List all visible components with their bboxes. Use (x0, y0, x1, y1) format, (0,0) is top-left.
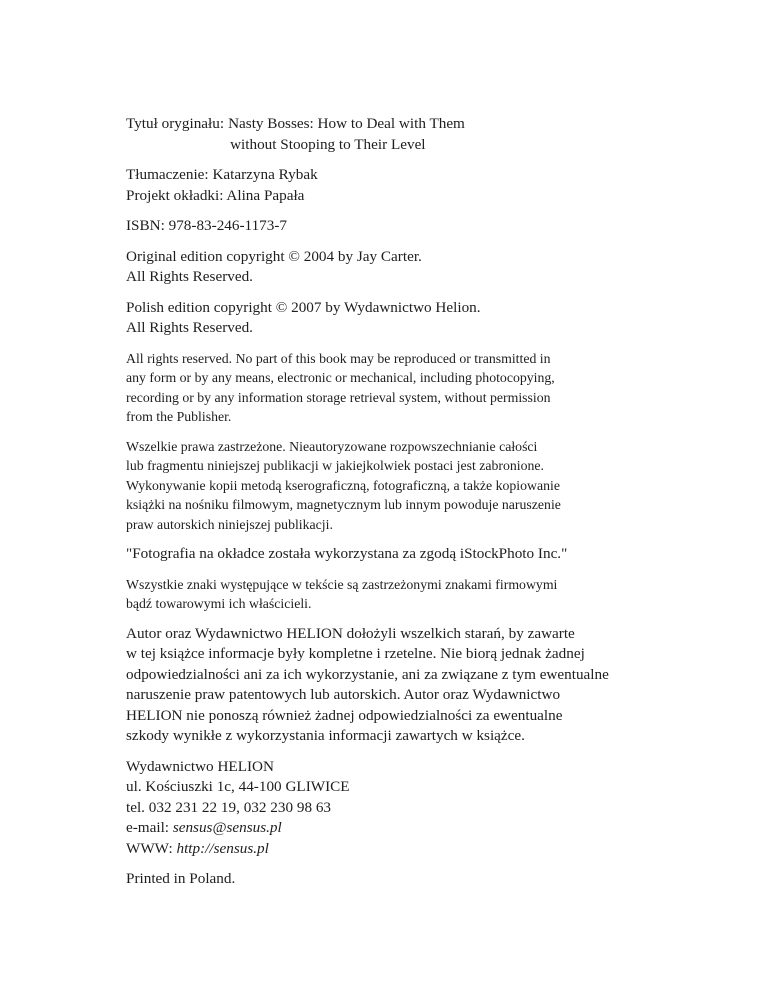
disclaimer-line: HELION nie ponoszą również żadnej odpowiedzialności za ewentualne (126, 706, 563, 724)
website-label: WWW: (126, 839, 177, 857)
rights-notice-english (126, 349, 626, 427)
original-copyright-line: All Rights Reserved. (126, 268, 253, 285)
original-title (126, 114, 626, 155)
original-copyright (126, 247, 626, 288)
cover-design-credit: Projekt okładki: Alina Papała (126, 186, 305, 204)
isbn-number: ISBN: 978-83-246-1173-7 (126, 217, 288, 234)
rights-notice-line: Wszelkie prawa zastrzeżone. Nieautoryzowane rozpowszechnianie całości (126, 438, 538, 454)
rights-notice-polish (126, 437, 626, 535)
original-title-line: without Stooping to Their Level (230, 135, 426, 153)
photo-credit (126, 544, 626, 565)
disclaimer-line: naruszenie praw patentowych lub autorskich. Autor oraz Wydawnictwo (126, 686, 561, 703)
trademark-notice (126, 575, 626, 614)
rights-notice-line: from the Publisher. (126, 409, 232, 424)
copyright-page (126, 114, 626, 900)
disclaimer-line: w tej książce informacje były kompletne i rzetelne. Nie biorą jednak żadnej (126, 645, 585, 662)
translator-credit: Tłumaczenie: Katarzyna Rybak (126, 166, 318, 183)
printed-in-text: Printed in Poland. (126, 870, 236, 887)
polish-copyright-line: Polish edition copyright © 2007 by Wydawnictwo Helion. (126, 298, 481, 316)
publisher-name: Wydawnictwo HELION (126, 757, 274, 775)
trademark-notice-line: Wszystkie znaki występujące w tekście są zastrzeżonymi znakami firmowymi (126, 576, 558, 592)
trademark-notice-line: bądź towarowymi ich właścicieli. (126, 596, 312, 611)
printed-notice (126, 869, 626, 890)
polish-copyright (126, 298, 626, 339)
rights-notice-line: książki na nośniku filmowym, magnetycznym lub innym powoduje naruszenie (126, 497, 561, 512)
original-title-label: Tytuł oryginału: (126, 115, 225, 132)
email-link[interactable]: sensus@sensus.pl (172, 819, 282, 836)
rights-notice-line: All rights reserved. No part of this book may be reproduced or transmitted in (126, 350, 551, 366)
original-title-value (228, 114, 465, 155)
disclaimer-line: Autor oraz Wydawnictwo HELION dołożyli wszelkich starań, by zawarte (126, 624, 575, 642)
original-copyright-line: Original edition copyright © 2004 by Jay Carter. (126, 247, 422, 265)
disclaimer-line: szkody wynikłe z wykorzystania informacji zawartych w książce. (126, 727, 525, 744)
publisher-info (126, 757, 626, 860)
rights-notice-line: lub fragmentu niniejszej publikacji w jakiejkolwiek postaci jest zabronione. (126, 458, 545, 473)
publisher-phone: tel. 032 231 22 19, 032 230 98 63 (126, 798, 332, 816)
publisher-address: ul. Kościuszki 1c, 44-100 GLIWICE (126, 778, 350, 795)
polish-copyright-line: All Rights Reserved. (126, 319, 253, 336)
isbn (126, 216, 626, 237)
disclaimer-line: odpowiedzialności ani za ich wykorzystanie, ani za związane z tym ewentualne (126, 665, 609, 683)
rights-notice-line: praw autorskich niniejszej publikacji. (126, 516, 333, 532)
photo-credit-text: "Fotografia na okładce została wykorzystana za zgodą iStockPhoto Inc." (126, 545, 568, 562)
publisher-website (126, 839, 626, 860)
rights-notice-line: Wykonywanie kopii metodą kserograficzną, fotograficzną, a także kopiowanie (126, 477, 560, 493)
disclaimer (126, 624, 626, 747)
rights-notice-line: recording or by any information storage retrieval system, without permission (126, 389, 551, 405)
website-link[interactable]: http://sensus.pl (176, 839, 269, 857)
rights-notice-line: any form or by any means, electronic or mechanical, including photocopying, (126, 370, 555, 385)
credits (126, 165, 626, 206)
publisher-email (126, 818, 626, 839)
original-title-line: Nasty Bosses: How to Deal with Them (228, 115, 465, 132)
email-label: e-mail: (126, 819, 173, 836)
